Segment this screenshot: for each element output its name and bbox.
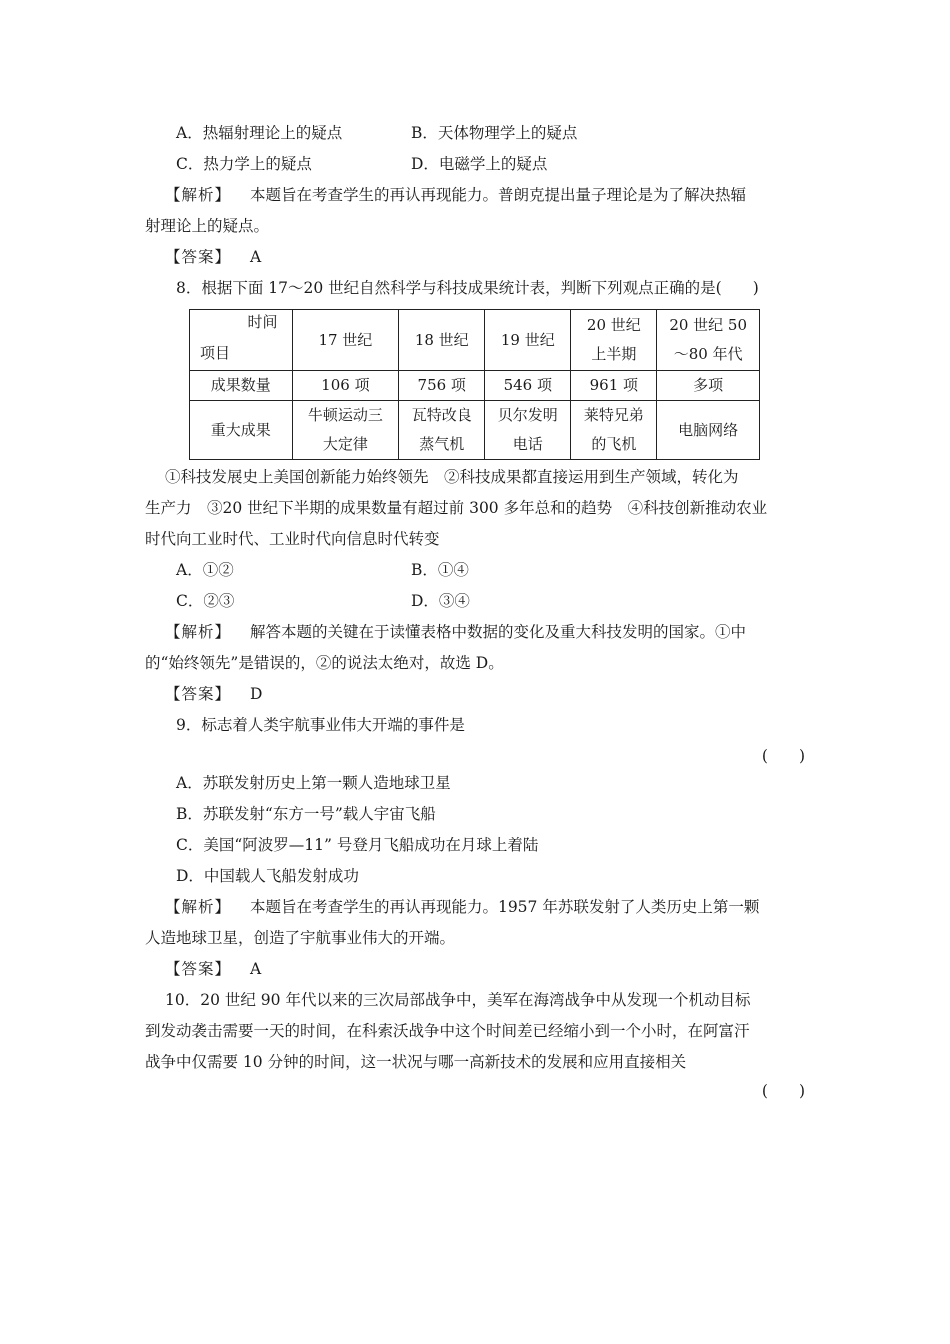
q7-option-b: B．天体物理学上的疑点 xyxy=(411,124,578,142)
column-header xyxy=(485,310,571,371)
analysis-label: 【解析】 xyxy=(165,623,232,641)
answer-label: 【答案】 xyxy=(165,685,232,703)
table-cell-line: 莱特兄弟 xyxy=(583,406,644,424)
column-header-line: 20 世纪 xyxy=(586,316,641,334)
table-cell xyxy=(399,401,485,460)
table-cell-line: 多项 xyxy=(693,376,724,394)
q9-stem: 9．标志着人类宇航事业伟大开端的事件是 xyxy=(176,716,465,734)
table-cell-line: 瓦特改良 xyxy=(411,406,472,424)
column-header-line: 19 世纪 xyxy=(500,330,555,349)
table-cell-line: 756 项 xyxy=(417,376,466,394)
q8-statement-line-2: 生产力 ③20 世纪下半期的成果数量有超过前 300 多年总和的趋势 ④科技创新推动农业 xyxy=(145,499,768,517)
q10-stem-line-1: 10．20 世纪 90 年代以来的三次局部战争中，美军在海湾战争中从发现一个机动目标 xyxy=(165,991,751,1009)
table-row xyxy=(190,401,760,460)
q10-stem-line-2: 到发动袭击需要一天的时间，在科索沃战争中这个时间差已经缩小到一个小时，在阿富汗 xyxy=(145,1022,750,1040)
q8-option-d: D．③④ xyxy=(411,592,470,610)
q8-stem: 8．根据下面 17～20 世纪自然科学与科技成果统计表，判断下列观点正确的是( ) xyxy=(176,279,759,297)
q8-option-c: C．②③ xyxy=(176,592,235,610)
row-label: 成果数量 xyxy=(190,371,293,401)
table-cell-line: 大定律 xyxy=(322,435,368,453)
table-cell-line: 546 项 xyxy=(503,376,552,394)
table-cell-line: 电脑网络 xyxy=(678,420,739,439)
corner-cell xyxy=(190,310,293,371)
table-cell xyxy=(485,401,571,460)
column-header-line: 17 世纪 xyxy=(318,330,373,349)
table-cell xyxy=(485,371,571,401)
q7-analysis-cont: 射理论上的疑点。 xyxy=(145,217,270,235)
q8-statement-line-3: 时代向工业时代、工业时代向信息时代转变 xyxy=(145,530,440,548)
table-cell xyxy=(292,401,399,460)
q8-analysis xyxy=(165,621,746,643)
q9-option-b: B．苏联发射“东方一号”载人宇宙飞船 xyxy=(176,805,436,823)
q8-statement-line-1: ①科技发展史上美国创新能力始终领先 ②科技成果都直接运用到生产领域，转化为 xyxy=(165,468,739,486)
corner-bottom-label: 项目 xyxy=(200,344,231,362)
table-cell xyxy=(399,371,485,401)
column-header xyxy=(399,310,485,371)
column-header xyxy=(657,310,760,371)
analysis-text: 本题旨在考查学生的再认再现能力。普朗克提出量子理论是为了解决热辐 xyxy=(249,186,746,204)
table-cell-line: 贝尔发明 xyxy=(497,406,558,424)
table-cell-line: 961 项 xyxy=(589,376,639,394)
corner-top-label: 时间 xyxy=(247,313,278,331)
q7-option-c: C．热力学上的疑点 xyxy=(176,155,312,173)
q8-option-b: B．①④ xyxy=(411,561,469,579)
row-label: 重大成果 xyxy=(190,401,293,460)
table-cell-line: 106 项 xyxy=(321,376,370,394)
table-cell-line: 的飞机 xyxy=(591,435,637,453)
table-cell xyxy=(571,401,657,460)
table-cell-line: 电话 xyxy=(512,435,543,453)
q7-analysis xyxy=(165,184,746,206)
q10-stem-line-3: 战争中仅需要 10 分钟的时间，这一状况与哪一高新技术的发展和应用直接相关 xyxy=(145,1053,687,1071)
answer-value: A xyxy=(249,248,262,266)
answer-label: 【答案】 xyxy=(165,248,232,266)
q8-option-a: A．①② xyxy=(176,561,234,579)
q8-answer xyxy=(165,683,262,705)
table-cell-line: 蒸气机 xyxy=(419,435,465,453)
q9-analysis xyxy=(165,896,759,918)
q10-answer-paren: ( ) xyxy=(761,1082,805,1100)
answer-value: D xyxy=(249,685,263,703)
column-header-line: 20 世纪 50 xyxy=(669,316,748,334)
column-header-line: ～80 年代 xyxy=(673,345,743,363)
analysis-text: 本题旨在考查学生的再认再现能力。1957 年苏联发射了人类历史上第一颗 xyxy=(249,898,760,916)
column-header-line: 18 世纪 xyxy=(414,330,469,349)
table-cell xyxy=(571,371,657,401)
column-header xyxy=(292,310,399,371)
q9-option-c: C．美国“阿波罗—11” 号登月飞船成功在月球上着陆 xyxy=(176,836,539,854)
analysis-label: 【解析】 xyxy=(165,898,232,916)
analysis-text: 解答本题的关键在于读懂表格中数据的变化及重大科技发明的国家。①中 xyxy=(249,623,746,641)
table-cell-line: 牛顿运动三 xyxy=(307,406,383,424)
q7-option-a: A．热辐射理论上的疑点 xyxy=(176,124,343,142)
table-cell xyxy=(657,401,760,460)
q9-answer xyxy=(165,958,261,980)
q8-analysis-cont: 的“始终领先”是错误的，②的说法太绝对，故选 D。 xyxy=(145,654,504,672)
table-cell xyxy=(292,371,399,401)
column-header xyxy=(571,310,657,371)
answer-value: A xyxy=(249,960,262,978)
stats-table xyxy=(189,309,760,460)
q9-option-d: D．中国载人飞船发射成功 xyxy=(176,867,359,885)
q9-analysis-cont: 人造地球卫星，创造了宇航事业伟大的开端。 xyxy=(145,929,456,947)
analysis-label: 【解析】 xyxy=(165,186,232,204)
table-cell xyxy=(657,371,760,401)
answer-label: 【答案】 xyxy=(165,960,232,978)
q7-answer xyxy=(165,246,261,268)
table-row xyxy=(190,371,760,401)
column-header-line: 上半期 xyxy=(591,345,637,363)
table-header-row xyxy=(190,310,760,371)
q7-option-d: D．电磁学上的疑点 xyxy=(411,155,548,173)
q9-option-a: A．苏联发射历史上第一颗人造地球卫星 xyxy=(176,774,451,792)
q9-answer-paren: ( ) xyxy=(761,747,805,765)
